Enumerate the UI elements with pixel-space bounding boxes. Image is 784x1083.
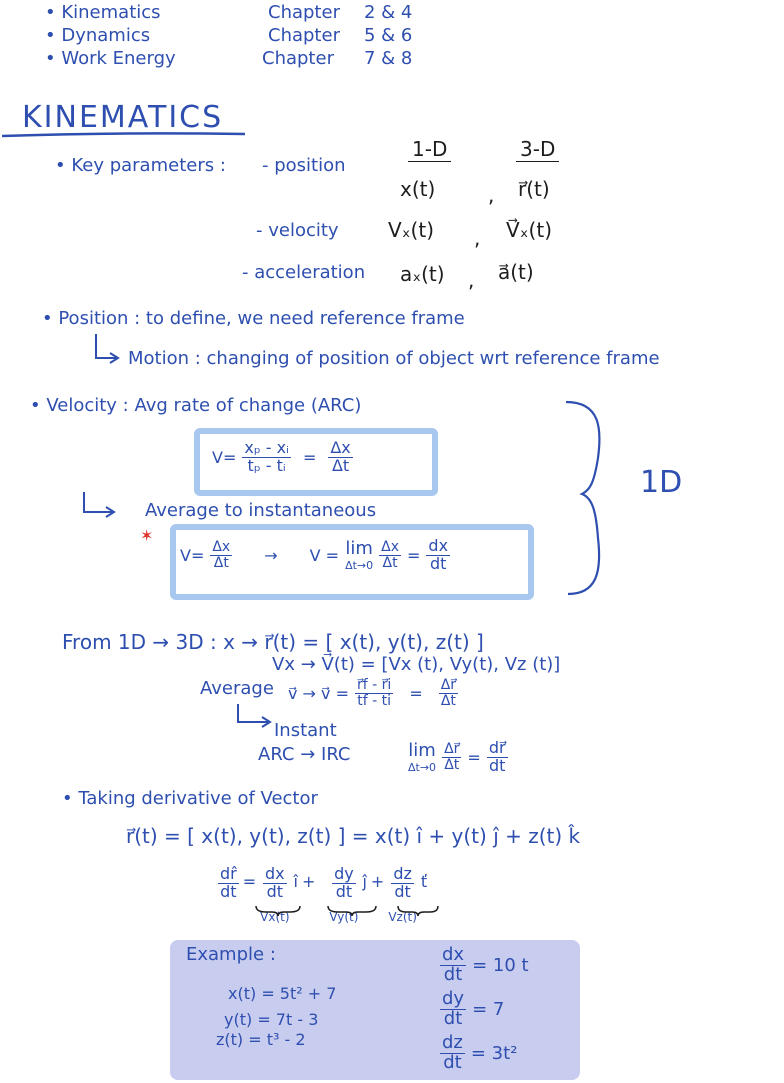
toc-nums: 7 & 8	[364, 48, 413, 69]
formula-den: tf - ti	[357, 692, 392, 709]
avg-velocity-formula	[212, 440, 353, 475]
formula-eq: =	[467, 747, 481, 767]
example-eq: y(t) = 7t - 3	[224, 1010, 319, 1029]
formula-den: Δt	[444, 756, 460, 773]
col-1d-header: 1-D	[408, 137, 451, 162]
formula-lhs: V=	[180, 545, 205, 565]
formula-den: dt	[335, 881, 353, 901]
formula-eq: =	[242, 872, 257, 891]
unit-vector: ť	[420, 872, 428, 891]
formula-num: Δx	[212, 539, 231, 556]
formula-den: Δt	[213, 554, 229, 571]
formula-num: r⃗f - r⃗i	[357, 677, 392, 693]
formula-num: dx	[265, 864, 285, 883]
limit	[408, 740, 436, 774]
instant-label: Instant	[274, 720, 337, 741]
unit-vector: î	[293, 872, 298, 891]
formula-eq: =	[409, 683, 423, 703]
formula-lhs: V=	[212, 447, 237, 467]
formula-den: dt	[443, 1007, 463, 1029]
toc-chapter: Chapter	[262, 48, 334, 69]
formula-num: xₚ - xᵢ	[244, 438, 289, 457]
r-vector-eq: r⃗(t) = [ x(t), y(t), z(t) ] = x(t) î + y(t) ĵ + z(t) k̂	[126, 824, 581, 848]
term-caption: Vz(t)	[388, 909, 417, 924]
deriv-rhs: = 3t²	[470, 1042, 518, 1064]
formula-den: dt	[488, 755, 506, 775]
velocity-line: • Velocity : Avg rate of change (ARC)	[30, 395, 362, 416]
formula-den: dt	[394, 881, 411, 901]
key-parameters-label: • Key parameters :	[55, 155, 226, 176]
formula-num: dy	[442, 988, 465, 1009]
toc-item: • Kinematics	[45, 2, 161, 23]
unit-vector: ĵ	[362, 872, 367, 891]
param-name: - position	[262, 155, 346, 176]
toc-item: • Work Energy	[45, 48, 176, 69]
param-1d: aₓ(t)	[400, 262, 445, 286]
limit-expression	[408, 740, 508, 775]
heading-underline	[0, 128, 260, 140]
formula-arrow: →	[264, 545, 278, 565]
param-name: - velocity	[256, 220, 339, 241]
term-caption: Vx(t)	[260, 909, 290, 924]
formula-den: dt	[266, 881, 284, 901]
formula-den: dt	[443, 963, 463, 985]
param-1d: x(t)	[400, 177, 436, 201]
star-icon: ✶	[140, 526, 154, 545]
toc-chapter: Chapter	[268, 25, 340, 46]
lim-sub: Δt→0	[408, 761, 437, 775]
from-1d-3d: From 1D → 3D : x → r⃗(t) = [ x(t), y(t), z(t) ]	[62, 630, 484, 654]
avg-to-inst: Average to instantaneous	[145, 500, 377, 521]
arrow-icon	[92, 332, 122, 368]
plus: +	[301, 872, 316, 891]
one-d-label: 1D	[640, 465, 683, 500]
param-name: - acceleration	[242, 262, 366, 283]
formula-num: dr̂	[220, 864, 237, 883]
deriv-rhs: = 7	[472, 998, 505, 1020]
formula-num: dr⃗	[488, 738, 506, 757]
taking-derivative: • Taking derivative of Vector	[62, 788, 318, 809]
motion-line: Motion : changing of position of object wrt reference frame	[128, 348, 660, 369]
formula-num: dz	[442, 1032, 463, 1053]
example-deriv	[440, 1034, 517, 1073]
formula-num: dx	[442, 944, 465, 965]
separator: ,	[474, 226, 481, 250]
param-3d: r⃗(t)	[518, 177, 550, 201]
example-deriv	[440, 990, 504, 1029]
term-caption: Vy(t)	[329, 909, 359, 924]
formula-num: dy	[334, 864, 354, 883]
example-deriv	[440, 946, 529, 985]
formula-v2: V =	[309, 545, 340, 565]
lim-text: lim	[408, 740, 436, 762]
param-3d: a⃗(t)	[498, 260, 534, 284]
formula-den: dt	[443, 1051, 462, 1073]
deriv-rhs: = 10 t	[472, 954, 529, 976]
formula-den: dt	[430, 553, 447, 573]
lim-text: lim	[345, 538, 373, 560]
example-eq: x(t) = 5t² + 7	[228, 984, 337, 1003]
formula-lhs: v⃗ → v⃗ =	[288, 683, 350, 703]
average-v-formula	[288, 678, 458, 708]
toc-item: • Dynamics	[45, 25, 151, 46]
section-heading: KINEMATICS	[22, 100, 224, 135]
col-3d-header: 3-D	[516, 137, 559, 162]
formula-num: dx	[428, 536, 449, 555]
inst-velocity-formula	[180, 538, 450, 573]
formula-den: Δt	[382, 554, 398, 571]
brace-icon	[560, 398, 620, 598]
average-label: Average	[200, 678, 274, 699]
formula-eq: =	[407, 545, 421, 565]
underbraces	[254, 904, 454, 916]
formula-num: Δr⃗	[444, 741, 460, 758]
lim-sub: Δt→0	[345, 559, 374, 573]
formula-num: Δx	[381, 539, 400, 556]
limit	[345, 538, 373, 572]
arrow-icon	[80, 490, 120, 524]
formula-den: Δt	[331, 455, 350, 475]
position-line: • Position : to define, we need reference frame	[42, 308, 465, 329]
formula-den: tₚ - tᵢ	[247, 455, 286, 475]
formula-num: dz	[393, 864, 412, 883]
plus: +	[370, 872, 385, 891]
example-title: Example :	[186, 944, 276, 965]
param-1d: Vₓ(t)	[388, 218, 435, 242]
toc-nums: 5 & 6	[364, 25, 413, 46]
velocity-vector-line: Vx → V⃗(t) = [Vx (t), Vy(t), Vz (t)]	[272, 654, 561, 675]
toc-chapter: Chapter	[268, 2, 340, 23]
arrow-icon	[232, 702, 278, 732]
formula-num: Δr⃗	[440, 677, 457, 693]
separator: ,	[468, 268, 475, 292]
formula-den: Δt	[440, 692, 456, 709]
example-eq: z(t) = t³ - 2	[216, 1030, 306, 1049]
formula-eq: =	[302, 447, 317, 467]
arc-irc: ARC → IRC	[258, 744, 351, 765]
toc-nums: 2 & 4	[364, 2, 413, 23]
separator: ,	[488, 183, 495, 207]
formula-den: dt	[220, 881, 237, 901]
formula-num: Δx	[330, 438, 351, 457]
param-3d: V⃗ₓ(t)	[506, 218, 553, 242]
